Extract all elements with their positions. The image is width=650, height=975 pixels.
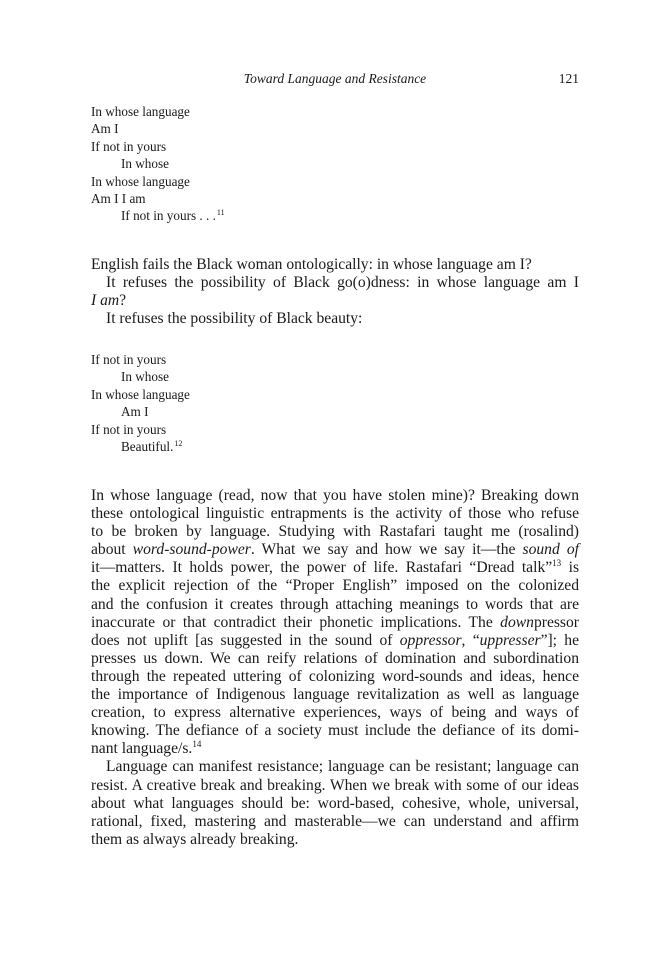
- poem-excerpt-1: [91, 103, 225, 225]
- footnote-ref-14[interactable]: 14: [192, 739, 202, 750]
- running-title: Toward Language and Resistance: [243, 71, 427, 86]
- verse-line: In whose: [121, 369, 169, 385]
- text-line: about what languages should be: word-based, cohesive, whole, universal,: [91, 794, 579, 812]
- verse-line: If not in yours: [91, 138, 167, 154]
- emphasis-down: down: [500, 613, 534, 631]
- text-line: rational, fixed, mastering and masterable—we can understand and affirm: [91, 812, 579, 830]
- text-run: , “: [461, 631, 480, 649]
- page-number: 121: [558, 71, 579, 86]
- poem-excerpt-2: [91, 351, 190, 455]
- text-line: the explicit rejection of the “Proper English” imposed on the colonized: [91, 577, 579, 595]
- text-run: . What we say and how we say it—the: [250, 541, 516, 559]
- verse-line: If not in yours: [91, 421, 167, 437]
- paragraph-ontology: English fails the Black woman ontologically: in whose language am I?: [91, 256, 532, 273]
- verse-line: Am I: [91, 121, 119, 137]
- footnote-ref-11[interactable]: 11: [216, 208, 225, 218]
- verse-line-text: Beautiful.: [121, 439, 174, 455]
- prose-block-1: [91, 256, 579, 328]
- verse-line: Am I I am: [91, 191, 146, 207]
- text-run: ”]; he: [540, 631, 579, 649]
- text-line: through the repeated uttering of colonizing word-sounds and ideas, hence: [91, 667, 579, 685]
- text-run: pressor: [533, 613, 579, 631]
- running-head: [91, 70, 579, 88]
- text-line: [91, 541, 579, 559]
- verse-line: Am I: [121, 404, 149, 420]
- footnote-ref-12[interactable]: 12: [174, 438, 183, 448]
- text-line: knowing. The defiance of a society must include the defiance of its domi-: [91, 722, 579, 740]
- emphasis-i-am: I am: [91, 292, 120, 310]
- emphasis-uppresser: uppresser: [479, 631, 541, 649]
- text-line: to be broken by language. Studying with Rastafari taught me (rosalind): [91, 523, 579, 541]
- text-run: nant language/s.: [91, 740, 193, 758]
- verse-line: If not in yours: [91, 352, 167, 367]
- verse-line: In whose: [121, 156, 169, 172]
- verse-line-with-note: [91, 207, 225, 224]
- text-line: In whose language (read, now that you have stolen mine)? Breaking down: [91, 487, 579, 504]
- emphasis-word-sound-power: word-sound-power: [132, 541, 251, 559]
- text-line: [91, 632, 579, 650]
- text-run: does not uplift [as suggested in the sound of: [91, 631, 393, 649]
- text-run: is: [568, 559, 580, 577]
- text-line: resist. A creative break and breaking. When we break with some of our ideas: [91, 776, 579, 794]
- text-line: them as always already breaking.: [91, 830, 299, 848]
- text-line: [91, 740, 579, 758]
- text-line: presses us down. We can reify relations of domination and subordination: [91, 649, 579, 667]
- emphasis-sound-of: sound of: [522, 541, 579, 559]
- punctuation: ?: [119, 292, 127, 310]
- text-line: and the confusion it creates through attaching meanings to words that are: [91, 595, 579, 613]
- verse-line: In whose language: [91, 104, 190, 119]
- text-line: Language can manifest resistance; language can be resistant; language can: [106, 758, 579, 776]
- text-line: [91, 614, 579, 632]
- text-run: inaccurate or that contradict their phonetic implications. The: [91, 613, 493, 631]
- paragraph-goodness-line-2: [91, 292, 579, 310]
- verse-line-text: If not in yours . . .: [121, 208, 216, 224]
- verse-line: In whose language: [91, 386, 190, 402]
- text-run: about: [91, 541, 126, 559]
- text-line: [91, 559, 579, 577]
- text-line: these ontological linguistic entrapments is the activity of those who refuse: [91, 505, 579, 523]
- prose-block-2: [91, 487, 579, 849]
- footnote-ref-13[interactable]: 13: [552, 558, 562, 569]
- text-line: creation, to express alternative experiences, ways of being and ways of: [91, 704, 579, 722]
- text-run: it—matters. It holds power, the power of life. Rastafari “Dread talk”: [91, 559, 553, 577]
- text-line: the importance of Indigenous language revitalization as well as language: [91, 686, 579, 704]
- paragraph-goodness-line-1: It refuses the possibility of Black go(o)dness: in whose language am I: [106, 274, 579, 292]
- emphasis-oppressor: oppressor: [399, 631, 462, 649]
- verse-line: In whose language: [91, 173, 190, 189]
- paragraph-beauty: It refuses the possibility of Black beauty:: [106, 310, 363, 328]
- verse-line-with-note: [91, 438, 190, 455]
